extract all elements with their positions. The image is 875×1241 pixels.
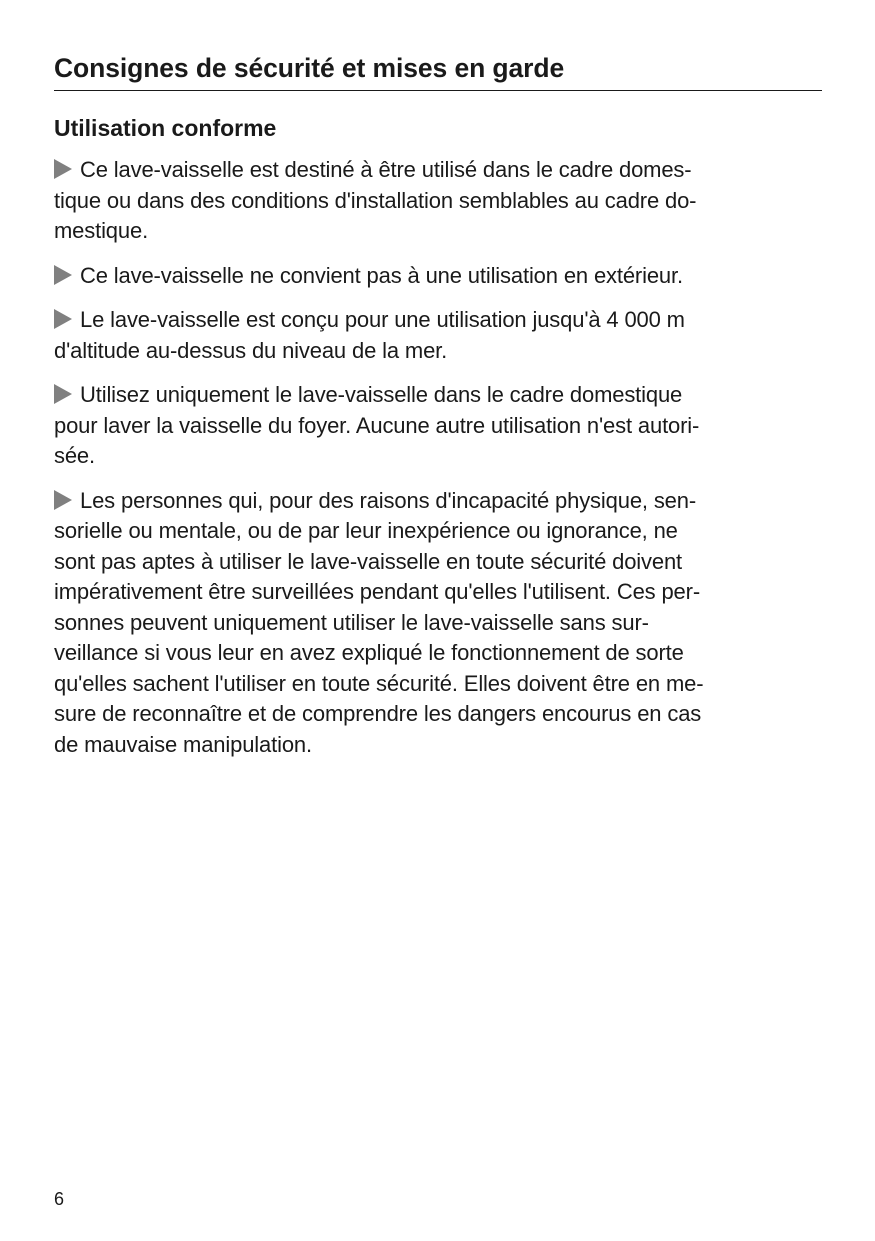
paragraph-line: tique ou dans des conditions d'installation semblables au cadre do- — [54, 187, 697, 213]
paragraph-supervision — [54, 486, 822, 761]
paragraph-altitude — [54, 305, 822, 366]
triangle-bullet-icon — [54, 309, 72, 329]
paragraph-line: qu'elles sachent l'utiliser en toute sécurité. Elles doivent être en me- — [54, 670, 704, 696]
paragraph-outdoor — [54, 261, 822, 292]
page-number: 6 — [54, 1189, 65, 1209]
page-title: Consignes de sécurité et mises en garde — [54, 50, 822, 91]
paragraph-line: d'altitude au-dessus du niveau de la mer. — [54, 337, 448, 363]
paragraph-line: sorielle ou mentale, ou de par leur inexpérience ou ignorance, ne — [54, 518, 678, 543]
paragraph-line: Ce lave-vaisselle ne convient pas à une utilisation en extérieur. — [80, 262, 683, 288]
paragraph-line: de mauvaise manipulation. — [54, 731, 312, 757]
triangle-bullet-icon — [54, 159, 72, 179]
paragraph-line: Le lave-vaisselle est conçu pour une utilisation jusqu'à 4 000 m — [80, 307, 685, 332]
triangle-bullet-icon — [54, 490, 72, 510]
paragraph-line: veillance si vous leur en avez expliqué le fonctionnement de sorte — [54, 640, 684, 665]
paragraph-line: sont pas aptes à utiliser le lave-vaisselle en toute sécurité doivent — [54, 548, 683, 574]
paragraph-line: impérativement être surveillées pendant qu'elles l'utilisent. Ces per- — [54, 579, 700, 604]
paragraph-line: sure de reconnaître et de comprendre les dangers encourus en cas — [54, 701, 702, 726]
triangle-bullet-icon — [54, 265, 72, 285]
paragraph-line: Ce lave-vaisselle est destiné à être utilisé dans le cadre domes- — [80, 157, 692, 182]
paragraph-household-only — [54, 380, 822, 472]
section-heading: Utilisation conforme — [54, 115, 277, 141]
paragraph-domestic-use — [54, 155, 822, 247]
paragraph-line: pour laver la vaisselle du foyer. Aucune autre utilisation n'est autori- — [54, 412, 700, 438]
paragraph-line: sée. — [54, 443, 95, 468]
paragraph-line: Utilisez uniquement le lave-vaisselle dans le cadre domestique — [80, 382, 683, 407]
triangle-bullet-icon — [54, 384, 72, 404]
paragraph-line: sonnes peuvent uniquement utiliser le lave-vaisselle sans sur- — [54, 609, 649, 635]
paragraph-line: Les personnes qui, pour des raisons d'incapacité physique, sen- — [80, 487, 697, 513]
paragraph-line: mestique. — [54, 218, 149, 243]
page-content — [54, 50, 822, 774]
